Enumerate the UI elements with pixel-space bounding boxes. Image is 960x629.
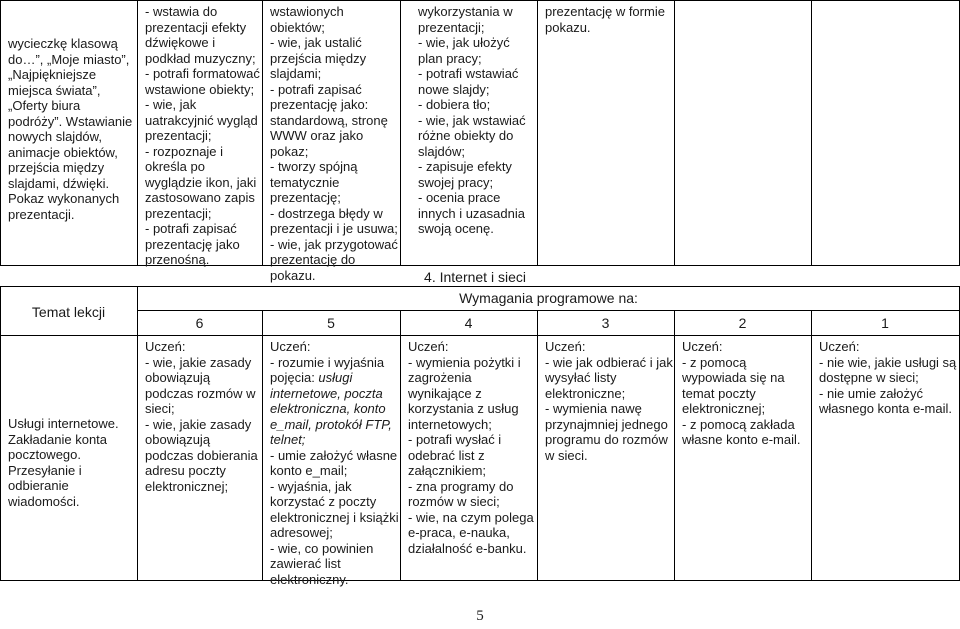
bottom-table-divider: [674, 310, 675, 581]
top-table-top-border: [0, 0, 960, 1]
grade6-requirements: Uczeń: - wie, jakie zasady obowiązują podczas rozmów w sieci; - wie, jakie zasady obowiązują podczas dobierania adresu poczty elektronicznej;: [145, 339, 258, 494]
top-grade3-cell: prezentację w formie pokazu.: [545, 4, 665, 35]
grade5-rest: - umie założyć własne konto e_mail; - wyjaśnia, jak korzystać z poczty elektronicznej i książki adresowej; - wie, co powinien zawierać list elektroniczny.: [270, 447, 399, 587]
top-table-divider: [674, 0, 675, 266]
section-subtitle: Wymagania programowe na:: [459, 290, 638, 306]
grade-1-header: 1: [881, 315, 889, 331]
top-table-bottom-border: [0, 265, 960, 266]
bottom-table-left-border: [0, 286, 1, 581]
grade2-requirements: Uczeń: - z pomocą wypowiada się na temat poczty elektronicznej; - z pomocą zakłada własne konto e-mail.: [682, 339, 801, 447]
top-table-left-border: [0, 0, 1, 266]
temat-lekcji-header: Temat lekcji: [31, 304, 106, 320]
grade3-requirements: Uczeń: - wie jak odbierać i jak wysyłać listy elektroniczne; - wymienia nawę przynajmniej jednego programu do rozmów w sieci.: [545, 339, 673, 463]
grade1-requirements: Uczeń: - nie wie, jakie usługi są dostępne w sieci; - nie umie założyć własnego konta e-mail.: [819, 339, 957, 416]
top-grade4-cell: wykorzystania w prezentacji; - wie, jak ułożyć plan pracy; - potrafi wstawiać nowe slajdy; - dobiera tło; - wie, jak wstawiać różne obiekty do slajdów; - zapisuje efekty swojej pracy; - ocenia prace innych i uzasadnia swoją ocenę.: [418, 4, 526, 236]
bottom-table-divider: [811, 310, 812, 581]
bottom-table-divider: [262, 310, 263, 581]
grade-2-header: 2: [738, 315, 747, 331]
top-table-divider: [537, 0, 538, 266]
top-table-divider: [400, 0, 401, 266]
grade5-intro: Uczeń: - rozumie i wyjaśnia pojęcia:: [270, 339, 385, 385]
top-table-divider: [137, 0, 138, 266]
bottom-table-divider: [537, 310, 538, 581]
grade4-requirements: Uczeń: - wymienia pożytki i zagrożenia wynikające z korzystania z usług internetowych; - potrafi wysłać i odebrać list z załącznikiem; - zna programy do rozmów w sieci; - wie, na czym polega e-praca, e-nauka, działalność e-banku.: [408, 339, 534, 556]
subtitle-row-border: [137, 310, 960, 311]
bottom-table-bottom-border: [0, 580, 960, 581]
bottom-table-divider: [400, 310, 401, 581]
top-grade5-cell: wstawionych obiektów; - wie, jak ustalić przejścia między slajdami; - potrafi zapisać prezentację jako: standardową, stronę WWW oraz jako pokaz; - tworzy spójną tematycznie prezentację; - dostrzega błędy w prezentacji i je usuwa; - wie, jak przygotować prezentację do pokazu.: [270, 4, 398, 283]
top-topic-cell: wycieczkę klasową do…”, „Moje miasto”, „Najpiękniejsze miejsca świata”, „Oferty biura podróży”. Wstawianie nowych slajdów, animacje obiektów, przejścia między slajdami, dźwięki. Pokaz wykonanych prezentacji.: [8, 36, 133, 222]
top-grade6-cell: - wstawia do prezentacji efekty dźwiękowe i podkład muzyczny; - potrafi formatować wstawione obiekty; - wie, jak uatrakcyjnić wygląd prezentacji; - rozpoznaje i określa po wyglądzie ikon, jaki zastosowano zapis prezentacji; - potrafi zapisać prezentację jako przenośną.: [145, 4, 260, 267]
grade5-terms: usługi internetowe, poczta elektroniczna, konto e_mail, protokół FTP, telnet;: [270, 370, 392, 447]
grade-6-header: 6: [195, 315, 204, 331]
lesson-topic-cell: Usługi internetowe. Zakładanie konta pocztowego. Przesyłanie i odbieranie wiadomości.: [8, 416, 119, 509]
grade-5-header: 5: [327, 315, 335, 331]
grades-row-border: [0, 335, 960, 336]
page-number: 5: [476, 608, 484, 624]
section-title: 4. Internet i sieci: [424, 269, 526, 285]
grade-3-header: 3: [601, 315, 610, 331]
bottom-table-top-border: [0, 286, 960, 287]
top-table-divider: [811, 0, 812, 266]
grade-4-header: 4: [464, 315, 473, 331]
grade5-requirements: [270, 339, 399, 587]
